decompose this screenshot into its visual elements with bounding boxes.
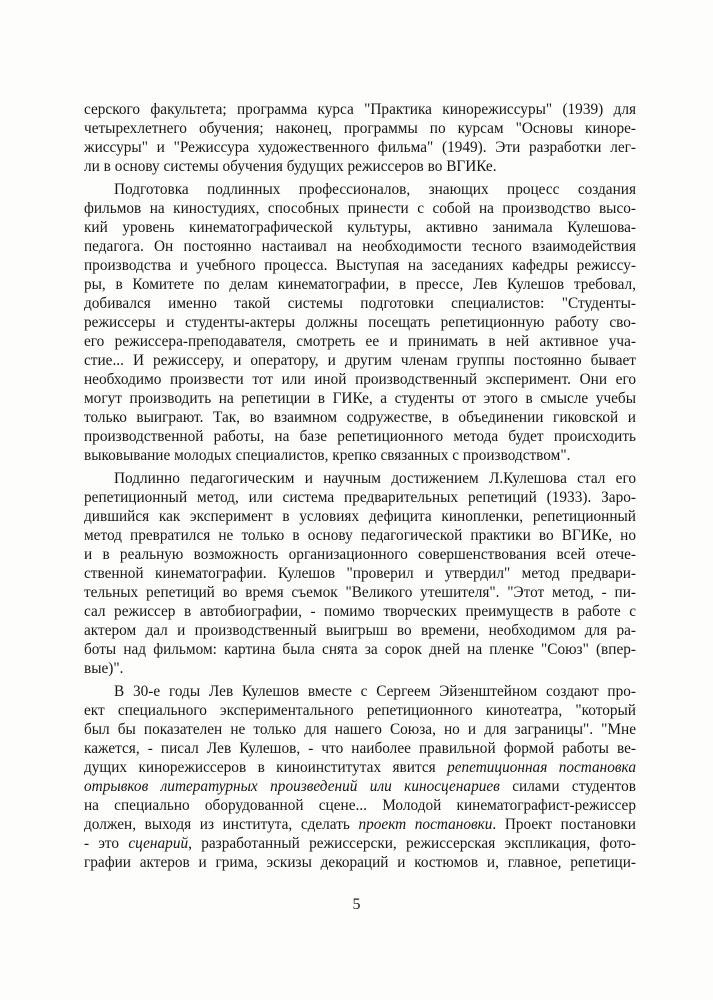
text-line: [84, 157, 636, 176]
paragraph: [84, 469, 636, 678]
text-run: его режиссера-преподавателя, смотреть ее и принимать в ней активное уча-: [84, 333, 636, 350]
text-run: могут производить на репетиции в ГИКе, а студенты от этого в смысле учебы: [84, 390, 636, 407]
text-run: жиссуры" и "Режиссура художественного фильма" (1949). Эти разработки лег-: [84, 139, 636, 156]
text-line: [84, 351, 636, 370]
text-run: репетиционная постановка: [447, 759, 636, 776]
paragraph: [84, 682, 636, 872]
text-run: ры, в Комитете по делам кинематографии, в прессе, Лев Кулешов требовал,: [84, 276, 636, 293]
text-run: и в реальную возможность организационного совершенствования всей отече-: [84, 546, 636, 563]
text-line: [84, 701, 636, 720]
text-run: кажется, - писал Лев Кулешов, - что наиболее правильной формой работы ве-: [84, 740, 636, 757]
text-run: фильмов на киностудиях, способных принести с собой на производство высо-: [84, 200, 636, 217]
page-number: 5: [352, 896, 361, 913]
text-run: В 30-е годы Лев Кулешов вместе с Сергеем Эйзенштейном создают про-: [114, 683, 636, 700]
text-line: [84, 526, 636, 545]
text-line: [84, 237, 636, 256]
text-run: режиссеры и студенты-актеры должны посещать репетиционную работу сво-: [84, 314, 636, 331]
text-run: ственной кинематографии. Кулешов "проверил и утвердил" метод предвари-: [84, 565, 636, 582]
text-line: [84, 815, 636, 834]
text-line: [84, 275, 636, 294]
text-line: [84, 218, 636, 237]
text-run: должен, выходя из института, сделать: [84, 816, 359, 833]
paragraph: [84, 180, 636, 465]
text-line: [84, 834, 636, 853]
text-run: дущих кинорежиссеров в киноинститутах явится: [84, 759, 448, 776]
text-block: [84, 100, 636, 872]
text-run: добивался именно такой системы подготовки специалистов: "Студенты-: [84, 295, 636, 312]
text-line: [84, 138, 636, 157]
text-line: [84, 583, 636, 602]
text-line: [84, 564, 636, 583]
text-line: [84, 621, 636, 640]
text-run: Подготовка подлинных профессионалов, знающих процесс создания: [114, 181, 636, 198]
text-run: на специально оборудованной сцене... Молодой кинематографист-режиссер: [84, 797, 636, 814]
text-run: дившийся как эксперимент в условиях дефицита кинопленки, репетиционный: [84, 508, 636, 525]
text-line: [84, 446, 636, 465]
text-line: [84, 758, 636, 777]
text-run: ект специального экспериментального репетиционного кинотеатра, "который: [84, 702, 636, 719]
text-run: четырехлетнего обучения; наконец, программы по курсам "Основы киноре-: [84, 120, 636, 137]
text-line: [84, 313, 636, 332]
text-run: боты над фильмом: картина была снята за сорок дней на пленке "Союз" (впер-: [84, 641, 636, 658]
text-run: силами студентов: [499, 778, 637, 795]
text-line: [84, 332, 636, 351]
text-run: стие... И режиссеру, и оператору, и другим членам группы постоянно бывает: [84, 352, 636, 369]
text-run: необходимо произвести тот или иной производственный эксперимент. Они его: [84, 371, 636, 388]
text-line: [84, 640, 636, 659]
text-line: [84, 294, 636, 313]
text-line: [84, 370, 636, 389]
text-run: ли в основу системы обучения будущих режиссеров во ВГИКе.: [84, 158, 497, 175]
text-line: [84, 119, 636, 138]
paragraph: [84, 100, 636, 176]
text-run: сал режиссер в автобиографии, - помимо творческих преимуществ в работе с: [84, 603, 636, 620]
text-line: [84, 659, 636, 678]
text-run: кий уровень кинематографической культуры, активно занимала Кулешова-: [84, 219, 636, 236]
text-run: был бы показателен не только для нашего Союза, но и для заграницы". "Мне: [84, 721, 636, 738]
text-line: [84, 469, 636, 488]
text-run: . Проект постановки: [492, 816, 636, 833]
text-line: [84, 100, 636, 119]
text-line: [84, 777, 636, 796]
text-line: [84, 488, 636, 507]
text-line: [84, 739, 636, 758]
text-line: [84, 720, 636, 739]
text-run: производственной работы, на базе репетиционного метода будет происходить: [84, 428, 636, 445]
text-run: актером дал и производственный выигрыш во времени, необходимом для ра-: [84, 622, 636, 639]
text-line: [84, 256, 636, 275]
text-run: выковывание молодых специалистов, крепко связанных с производством".: [84, 447, 571, 464]
text-run: серского факультета; программа курса "Практика кинорежиссуры" (1939) для: [84, 101, 636, 118]
text-run: только выиграют. Так, во взаимном содружестве, в объединении гиковской и: [84, 409, 636, 426]
text-line: [84, 507, 636, 526]
text-line: [84, 389, 636, 408]
text-line: [84, 545, 636, 564]
text-run: проект постановки: [358, 816, 493, 833]
text-run: Подлинно педагогическим и научным достижением Л.Кулешова стал его: [114, 470, 636, 487]
text-run: - это: [84, 835, 129, 852]
text-run: репетиционный метод, или система предварительных репетиций (1933). Заро-: [84, 489, 636, 506]
text-run: сценарий,: [128, 835, 192, 852]
text-run: педагога. Он постоянно настаивал на необходимости тесного взаимодействия: [84, 238, 636, 255]
text-run: тельных репетиций во время съемок "Великого утешителя". "Этот метод, - пи-: [84, 584, 636, 601]
text-run: производства и учебного процесса. Выступая на заседаниях кафедры режиссу-: [84, 257, 636, 274]
text-run: графии актеров и грима, эскизы декораций и костюмов и, главное, репетици-: [84, 854, 636, 871]
text-line: [84, 408, 636, 427]
text-line: [84, 853, 636, 872]
text-line: [84, 682, 636, 701]
text-line: [84, 199, 636, 218]
text-line: [84, 602, 636, 621]
text-run: разработанный режиссерски, режиссерская экспликация, фото-: [191, 835, 636, 852]
text-line: [84, 427, 636, 446]
text-run: отрывков литературных произведений или киносценариев: [84, 778, 500, 795]
text-line: [84, 796, 636, 815]
text-line: [84, 180, 636, 199]
text-run: вые)".: [84, 660, 124, 677]
text-run: метод превратился не только в основу педагогической практики во ВГИКе, но: [84, 527, 636, 544]
